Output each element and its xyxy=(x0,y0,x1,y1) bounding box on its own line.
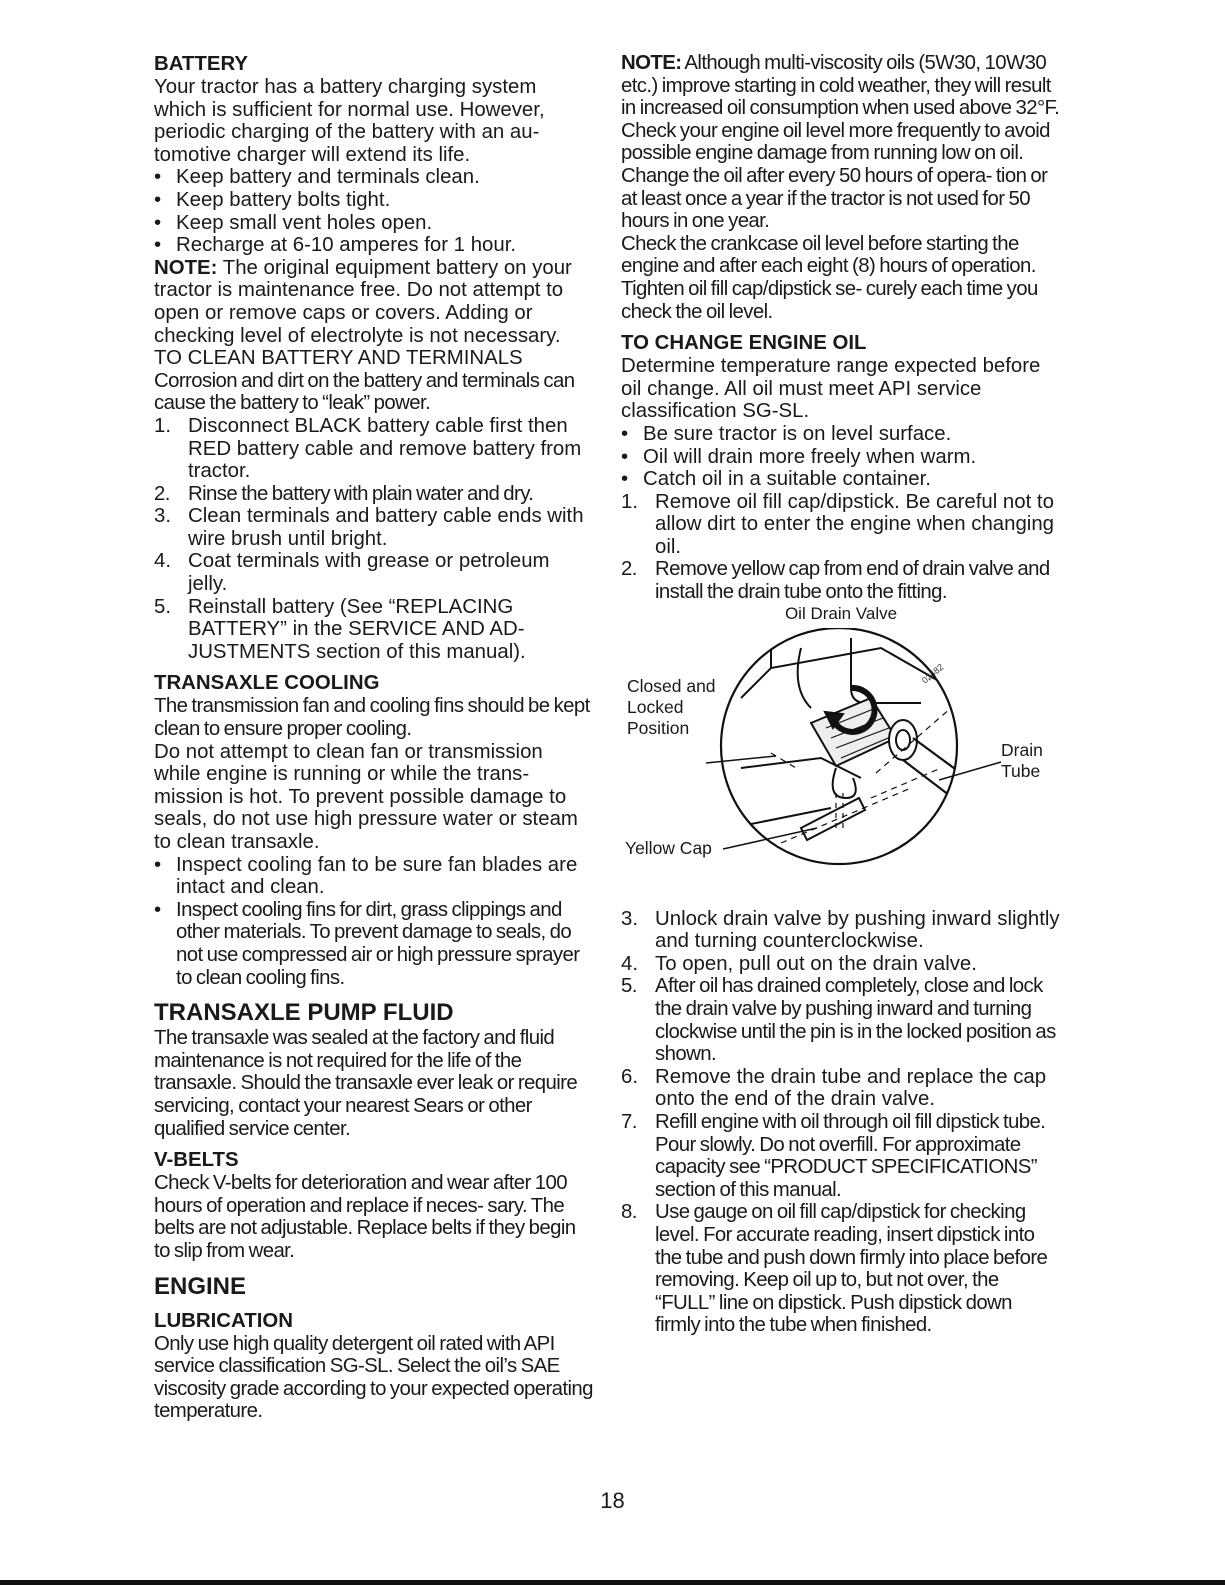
list-item: 6. Remove the drain tube and replace the cap onto the end of the drain valve. xyxy=(621,1065,1047,1111)
figure-code: 02482 xyxy=(919,661,946,686)
battery-heading: BATTERY xyxy=(154,53,249,75)
list-item: 4. Coat terminals with grease or petroleum jelly. xyxy=(154,550,550,596)
oil-drain-valve-illustration xyxy=(621,628,1061,900)
oil-drain-valve-figure xyxy=(621,628,1061,900)
list-item: 7. Refill engine with oil through oil fill dipstick tube. Pour slowly. Do not overfill. For approximate capacity see “PRODUCT SPECIFICATIONS” section of this manual. xyxy=(621,1111,1046,1201)
list-item: 1. Remove oil fill cap/dipstick. Be careful not to allow dirt to enter the engine when changing oil. xyxy=(621,490,1055,558)
list-item: 2. Remove yellow cap from end of drain valve and install the drain tube onto the fitting. xyxy=(621,558,1050,604)
pump-fluid-paragraph: The transaxle was sealed at the factory and fluid maintenance is not required for the life of the transaxle. Should the transaxle ever leak or require servicing, contact your nearest Sears or other qualified service center. xyxy=(154,1027,578,1140)
cooling-paragraph-2: Do not attempt to clean fan or transmission while engine is running or while the trans- mission is hot. To prevent possible damage to seals, do not use high pressure water or steam to clean transaxle. xyxy=(154,740,578,853)
list-item: • Oil will drain more freely when warm. xyxy=(621,445,977,468)
list-item: 5. Reinstall battery (See “REPLACING BATTERY” in the SERVICE AND AD- JUSTMENTS section of this manual). xyxy=(154,595,526,663)
bottom-rule xyxy=(0,1580,1225,1585)
clean-battery-intro: Corrosion and dirt on the battery and terminals can cause the battery to “leak” power. xyxy=(154,369,575,415)
note-label: NOTE: xyxy=(154,256,218,279)
check-oil-paragraph: Check the crankcase oil level before starting the engine and after each eight (8) hours of operation. Tighten oil fill cap/dipstick se- curely each time you check the oil level. xyxy=(621,232,1038,323)
list-item: 8. Use gauge on oil fill cap/dipstick for checking level. For accurate reading, insert dipstick into the tube and push down firmly into place before removing. Keep oil up to, but not over, the “FULL” line on dipstick. Push dipstick down firmly into the tube when finished. xyxy=(621,1201,1048,1337)
list-item: • Keep battery bolts tight. xyxy=(154,188,391,211)
list-item: 1. Disconnect BLACK battery cable first then RED battery cable and remove battery from tractor. xyxy=(154,414,582,483)
list-item: • Inspect cooling fins for dirt, grass clippings and other materials. To prevent damage to seals, do not use compressed air or high pressure sprayer to clean cooling fins. xyxy=(154,898,580,989)
list-item: 5. After oil has drained completely, close and lock the drain valve by pushing inward and turning clockwise until the pin is in the locked position as shown. xyxy=(621,975,1056,1066)
list-item: • Recharge at 6-10 amperes for 1 hour. xyxy=(154,234,517,257)
figure-caption: Oil Drain Valve xyxy=(784,603,898,623)
right-column xyxy=(621,52,1061,1337)
clean-battery-heading: TO CLEAN BATTERY AND TERMINALS xyxy=(154,347,523,370)
change-interval-paragraph: Change the oil after every 50 hours of opera- tion or at least once a year if the tractor is not used for 50 hours in one year. xyxy=(621,164,1048,233)
change-oil-intro: Determine temperature range expected before oil change. All oil must meet API service classification SG-SL. xyxy=(621,355,1041,423)
transaxle-pump-fluid-heading: TRANSAXLE PUMP FLUID xyxy=(154,999,454,1027)
note-label: NOTE: xyxy=(621,52,682,74)
label-drain-tube: Drain Tube xyxy=(1001,739,1043,781)
list-item: 2. Rinse the battery with plain water and dry. xyxy=(154,482,534,505)
list-item: • Inspect cooling fan to be sure fan blades are intact and clean. xyxy=(154,853,578,899)
v-belts-paragraph: Check V-belts for deterioration and wear after 100 hours of operation and replace if neces- sary. The belts are not adjustable. Replace belts if they begin to slip from wear. xyxy=(154,1172,576,1262)
list-item: • Keep small vent holes open. xyxy=(154,211,433,234)
left-column xyxy=(154,52,594,1423)
label-yellow-cap: Yellow Cap xyxy=(625,837,712,858)
list-item: 4. To open, pull out on the drain valve. xyxy=(621,952,977,975)
oil-note: NOTE: Although multi-viscosity oils (5W30, 10W30 etc.) improve starting in cold weather, they will result in increased oil consumption when used above 32°F. Check your engine oil level more frequently to avoid possible engine damage from running low on oil. xyxy=(621,52,1060,165)
v-belts-heading: V-BELTS xyxy=(154,1149,239,1172)
cooling-paragraph-1: The transmission fan and cooling fins should be kept clean to ensure proper cooling. xyxy=(154,695,590,741)
list-item: • Catch oil in a suitable container. xyxy=(621,468,931,491)
engine-heading: ENGINE xyxy=(154,1272,247,1300)
change-engine-oil-heading: TO CHANGE ENGINE OIL xyxy=(621,332,867,355)
battery-note: NOTE: The original equipment battery on your tractor is maintenance free. Do not attempt to open or remove caps or covers. Adding or checking level of electrolyte is not necessary. xyxy=(154,256,572,347)
transaxle-cooling-heading: TRANSAXLE COOLING xyxy=(154,672,380,695)
list-item: 3. Clean terminals and battery cable ends with wire brush until bright. xyxy=(154,505,584,550)
page-number: 18 xyxy=(600,1488,625,1513)
lubrication-heading: LUBRICATION xyxy=(154,1309,293,1332)
battery-intro: Your tractor has a battery charging system which is sufficient for normal use. However, periodic charging of the battery with an au- tomotive charger will extend its life. xyxy=(154,76,545,166)
list-item: 3. Unlock drain valve by pushing inward slightly and turning counterclockwise. xyxy=(621,907,1060,953)
list-item: • Be sure tractor is on level surface. xyxy=(621,422,952,445)
list-item: • Keep battery and terminals clean. xyxy=(154,166,480,189)
label-closed-locked-position: Closed and Locked Position xyxy=(627,675,716,738)
lubrication-paragraph: Only use high quality detergent oil rated with API service classification SG-SL. Select the oil’s SAE viscosity grade according to your expected operating temperature. xyxy=(154,1332,593,1423)
